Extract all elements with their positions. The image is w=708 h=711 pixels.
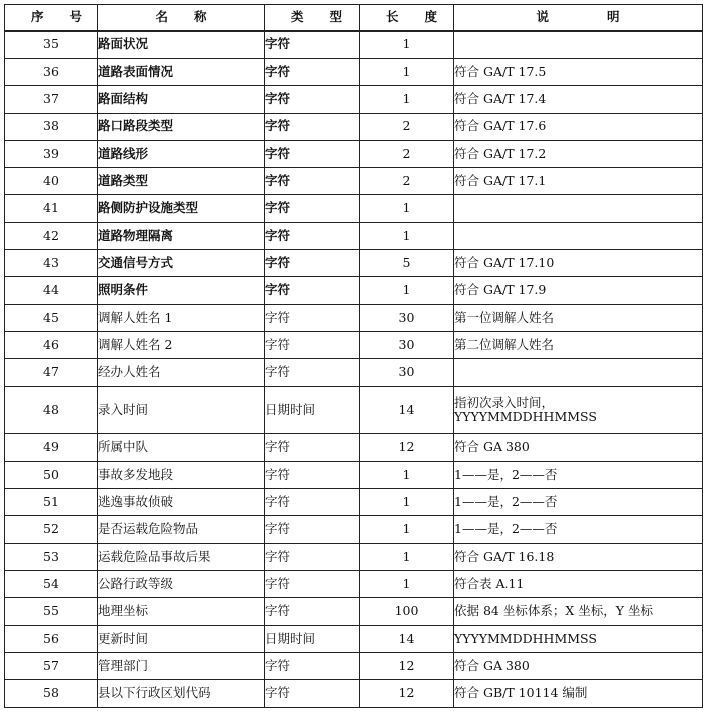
cell-no: 51 [5, 489, 98, 516]
table-row [5, 86, 703, 113]
cell-no: 46 [5, 332, 98, 359]
table-row [5, 222, 703, 249]
cell-length: 2 [360, 113, 454, 140]
cell-length: 30 [360, 304, 454, 331]
table-row [5, 653, 703, 680]
cell-description: 符合 GA/T 17.2 [454, 140, 703, 167]
cell-name: 路面结构 [98, 86, 265, 113]
cell-type: 字符 [265, 113, 360, 140]
cell-name: 录入时间 [98, 386, 265, 434]
cell-no: 58 [5, 680, 98, 708]
cell-length: 30 [360, 332, 454, 359]
cell-no: 48 [5, 386, 98, 434]
cell-length: 12 [360, 434, 454, 461]
description-line: YYYYMMDDHHMMSS [454, 409, 597, 425]
cell-type: 字符 [265, 434, 360, 461]
table-row [5, 31, 703, 59]
cell-description: 符合 GA/T 17.10 [454, 250, 703, 277]
cell-description: 1——是，2——否 [454, 489, 703, 516]
cell-length: 30 [360, 359, 454, 386]
cell-no: 42 [5, 222, 98, 249]
cell-type: 字符 [265, 277, 360, 304]
cell-name: 调解人姓名 2 [98, 332, 265, 359]
cell-no: 35 [5, 31, 98, 59]
cell-type: 字符 [265, 489, 360, 516]
cell-no: 36 [5, 58, 98, 85]
cell-length: 14 [360, 386, 454, 434]
table-row [5, 58, 703, 85]
cell-description: 第二位调解人姓名 [454, 332, 703, 359]
cell-description [454, 359, 703, 386]
field-spec-table [4, 4, 703, 708]
cell-length: 1 [360, 461, 454, 488]
cell-name: 交通信号方式 [98, 250, 265, 277]
cell-type: 字符 [265, 598, 360, 625]
cell-description: 符合 GA 380 [454, 653, 703, 680]
table-row [5, 277, 703, 304]
cell-no: 56 [5, 625, 98, 652]
cell-no: 49 [5, 434, 98, 461]
cell-name: 管理部门 [98, 653, 265, 680]
header-name: 名称 [98, 5, 265, 31]
cell-no: 39 [5, 140, 98, 167]
table-row [5, 625, 703, 652]
table-row [5, 195, 703, 222]
cell-no: 54 [5, 571, 98, 598]
cell-type: 字符 [265, 58, 360, 85]
cell-name: 更新时间 [98, 625, 265, 652]
cell-length: 1 [360, 195, 454, 222]
table-body [5, 31, 703, 708]
cell-length: 1 [360, 489, 454, 516]
table-row [5, 489, 703, 516]
cell-description: 符合表 A.11 [454, 571, 703, 598]
cell-type: 字符 [265, 543, 360, 570]
table-row [5, 250, 703, 277]
header-description: 说明 [454, 5, 703, 31]
cell-type: 字符 [265, 680, 360, 708]
table-row [5, 516, 703, 543]
cell-length: 100 [360, 598, 454, 625]
cell-no: 47 [5, 359, 98, 386]
cell-type: 字符 [265, 140, 360, 167]
cell-type: 字符 [265, 195, 360, 222]
header-no: 序号 [5, 5, 98, 31]
cell-no: 40 [5, 168, 98, 195]
cell-length: 2 [360, 140, 454, 167]
cell-length: 1 [360, 516, 454, 543]
cell-type: 字符 [265, 571, 360, 598]
cell-description: 1——是，2——否 [454, 461, 703, 488]
table-row [5, 113, 703, 140]
cell-type: 字符 [265, 461, 360, 488]
table-row [5, 543, 703, 570]
cell-no: 50 [5, 461, 98, 488]
table-row [5, 359, 703, 386]
cell-type: 字符 [265, 304, 360, 331]
cell-type: 字符 [265, 86, 360, 113]
table-row [5, 680, 703, 708]
cell-no: 53 [5, 543, 98, 570]
table-header-row [5, 5, 703, 31]
cell-name: 是否运载危险物品 [98, 516, 265, 543]
cell-type: 日期时间 [265, 386, 360, 434]
cell-length: 1 [360, 222, 454, 249]
cell-description: 符合 GA/T 17.4 [454, 86, 703, 113]
cell-name: 经办人姓名 [98, 359, 265, 386]
cell-length: 12 [360, 653, 454, 680]
cell-name: 道路线形 [98, 140, 265, 167]
description-line: 指初次录入时间， [454, 394, 555, 410]
cell-description: 符合 GA/T 17.9 [454, 277, 703, 304]
table-row [5, 168, 703, 195]
header-length: 长度 [360, 5, 454, 31]
cell-length: 1 [360, 86, 454, 113]
cell-length: 1 [360, 543, 454, 570]
cell-description: 1——是，2——否 [454, 516, 703, 543]
cell-name: 路面状况 [98, 31, 265, 59]
cell-length: 1 [360, 277, 454, 304]
cell-no: 43 [5, 250, 98, 277]
cell-description: YYYYMMDDHHMMSS [454, 625, 703, 652]
cell-type: 日期时间 [265, 625, 360, 652]
table-row [5, 140, 703, 167]
table-row [5, 332, 703, 359]
cell-name: 县以下行政区划代码 [98, 680, 265, 708]
cell-length: 12 [360, 680, 454, 708]
cell-no: 37 [5, 86, 98, 113]
cell-name: 道路物理隔离 [98, 222, 265, 249]
cell-description: 符合 GA/T 17.1 [454, 168, 703, 195]
cell-no: 41 [5, 195, 98, 222]
cell-name: 运载危险品事故后果 [98, 543, 265, 570]
cell-description: 符合 GA/T 17.6 [454, 113, 703, 140]
table-row [5, 598, 703, 625]
cell-description: 符合 GB/T 10114 编制 [454, 680, 703, 708]
cell-name: 道路类型 [98, 168, 265, 195]
cell-name: 道路表面情况 [98, 58, 265, 85]
cell-description: 第一位调解人姓名 [454, 304, 703, 331]
cell-description [454, 222, 703, 249]
cell-length: 14 [360, 625, 454, 652]
table-row [5, 461, 703, 488]
table-row [5, 386, 703, 434]
cell-type: 字符 [265, 250, 360, 277]
cell-name: 地理坐标 [98, 598, 265, 625]
cell-type: 字符 [265, 516, 360, 543]
cell-type: 字符 [265, 359, 360, 386]
cell-type: 字符 [265, 31, 360, 59]
cell-no: 44 [5, 277, 98, 304]
cell-no: 52 [5, 516, 98, 543]
cell-type: 字符 [265, 332, 360, 359]
cell-description: 符合 GA/T 16.18 [454, 543, 703, 570]
cell-name: 事故多发地段 [98, 461, 265, 488]
cell-description: 符合 GA/T 17.5 [454, 58, 703, 85]
cell-description: 符合 GA 380 [454, 434, 703, 461]
cell-length: 2 [360, 168, 454, 195]
cell-description [454, 31, 703, 59]
cell-name: 路口路段类型 [98, 113, 265, 140]
cell-length: 1 [360, 31, 454, 59]
cell-length: 5 [360, 250, 454, 277]
cell-type: 字符 [265, 653, 360, 680]
cell-name: 路侧防护设施类型 [98, 195, 265, 222]
cell-description: 依据 84 坐标体系；X 坐标，Y 坐标 [454, 598, 703, 625]
header-type: 类型 [265, 5, 360, 31]
cell-length: 1 [360, 571, 454, 598]
cell-no: 45 [5, 304, 98, 331]
cell-no: 38 [5, 113, 98, 140]
cell-name: 公路行政等级 [98, 571, 265, 598]
cell-type: 字符 [265, 168, 360, 195]
table-row [5, 304, 703, 331]
cell-name: 所属中队 [98, 434, 265, 461]
cell-length: 1 [360, 58, 454, 85]
cell-no: 57 [5, 653, 98, 680]
table-row [5, 434, 703, 461]
cell-description [454, 386, 703, 434]
cell-name: 逃逸事故侦破 [98, 489, 265, 516]
cell-type: 字符 [265, 222, 360, 249]
cell-name: 照明条件 [98, 277, 265, 304]
cell-description [454, 195, 703, 222]
cell-name: 调解人姓名 1 [98, 304, 265, 331]
table-row [5, 571, 703, 598]
cell-no: 55 [5, 598, 98, 625]
